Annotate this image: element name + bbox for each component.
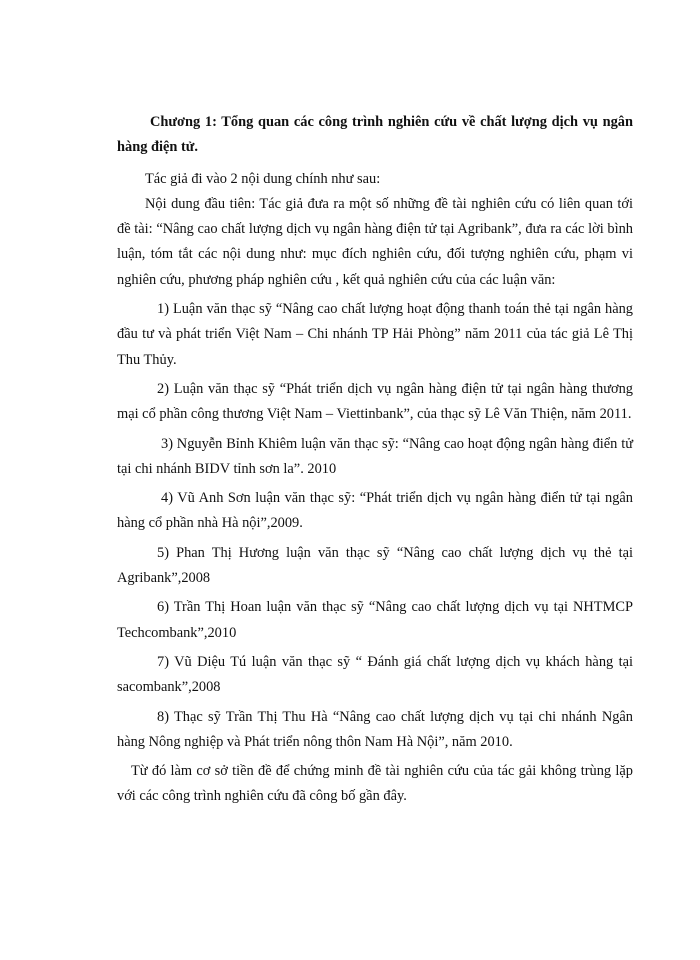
list-item: 5) Phan Thị Hương luận văn thạc sỹ “Nâng cao chất lượng dịch vụ thẻ tại Agribank”,2008 bbox=[117, 544, 633, 587]
list-item: 3) Nguyễn Bỉnh Khiêm luận văn thạc sỹ: “Nâng cao hoạt động ngân hàng điển tử tại chi nhánh BIDV tỉnh sơn la”. 2010 bbox=[117, 435, 633, 477]
intro-paragraph: Tác giả đi vào 2 nội dung chính như sau: bbox=[145, 170, 381, 187]
list-item: 2) Luận văn thạc sỹ “Phát triển dịch vụ ngân hàng điện tử tại ngân hàng thương mại cổ phần công thương Việt Nam – Viettinbank”, của thạc sỹ Lê Văn Thiện, năm 2011. bbox=[117, 380, 633, 423]
list-item: 6) Trần Thị Hoan luận văn thạc sỹ “Nâng cao chất lượng dịch vụ tại NHTMCP Techcombank”,2010 bbox=[117, 599, 633, 641]
chapter-heading: Chương 1: Tổng quan các công trình nghiên cứu về chất lượng dịch vụ ngân hàng điện tử. bbox=[117, 114, 633, 156]
conclusion-paragraph: Từ đó làm cơ sở tiền đề để chứng minh đề tài nghiên cứu của tác gải không trùng lặp với các công trình nghiên cứu đã công bố gần đây. bbox=[117, 763, 633, 805]
document-body bbox=[117, 110, 633, 810]
list-item: 1) Luận văn thạc sỹ “Nâng cao chất lượng hoạt động thanh toán thẻ tại ngân hàng đầu tư và phát triển Việt Nam – Chi nhánh TP Hải Phòng” năm 2011 của tác giả Lê Thị Thu Thủy. bbox=[117, 301, 633, 368]
list-item: 4) Vũ Anh Sơn luận văn thạc sỹ: “Phát triển dịch vụ ngân hàng điển tử tại ngân hàng cổ phần nhà Hà nội”,2009. bbox=[117, 490, 633, 532]
first-content-paragraph: Nội dung đầu tiên: Tác giả đưa ra một số những đề tài nghiên cứu có liên quan tới đề tài: “Nâng cao chất lượng dịch vụ ngân hàng điện tử tại Agribank”, đưa ra các lời bình luận, tóm tắt các nội dung như: mục đích nghiên cứu, đối tượng nghiên cứu, phạm vi nghiên cứu, phương pháp nghiên cứu , kết quả nghiên cứu của các luận văn: bbox=[117, 195, 633, 288]
list-item: 8) Thạc sỹ Trần Thị Thu Hà “Nâng cao chất lượng dịch vụ tại chi nhánh Ngân hàng Nông nghiệp và Phát triển nông thôn Nam Hà Nội”, năm 2010. bbox=[117, 708, 633, 750]
list-item: 7) Vũ Diệu Tú luận văn thạc sỹ “ Đánh giá chất lượng dịch vụ khách hàng tại sacombank”,2008 bbox=[117, 653, 633, 696]
